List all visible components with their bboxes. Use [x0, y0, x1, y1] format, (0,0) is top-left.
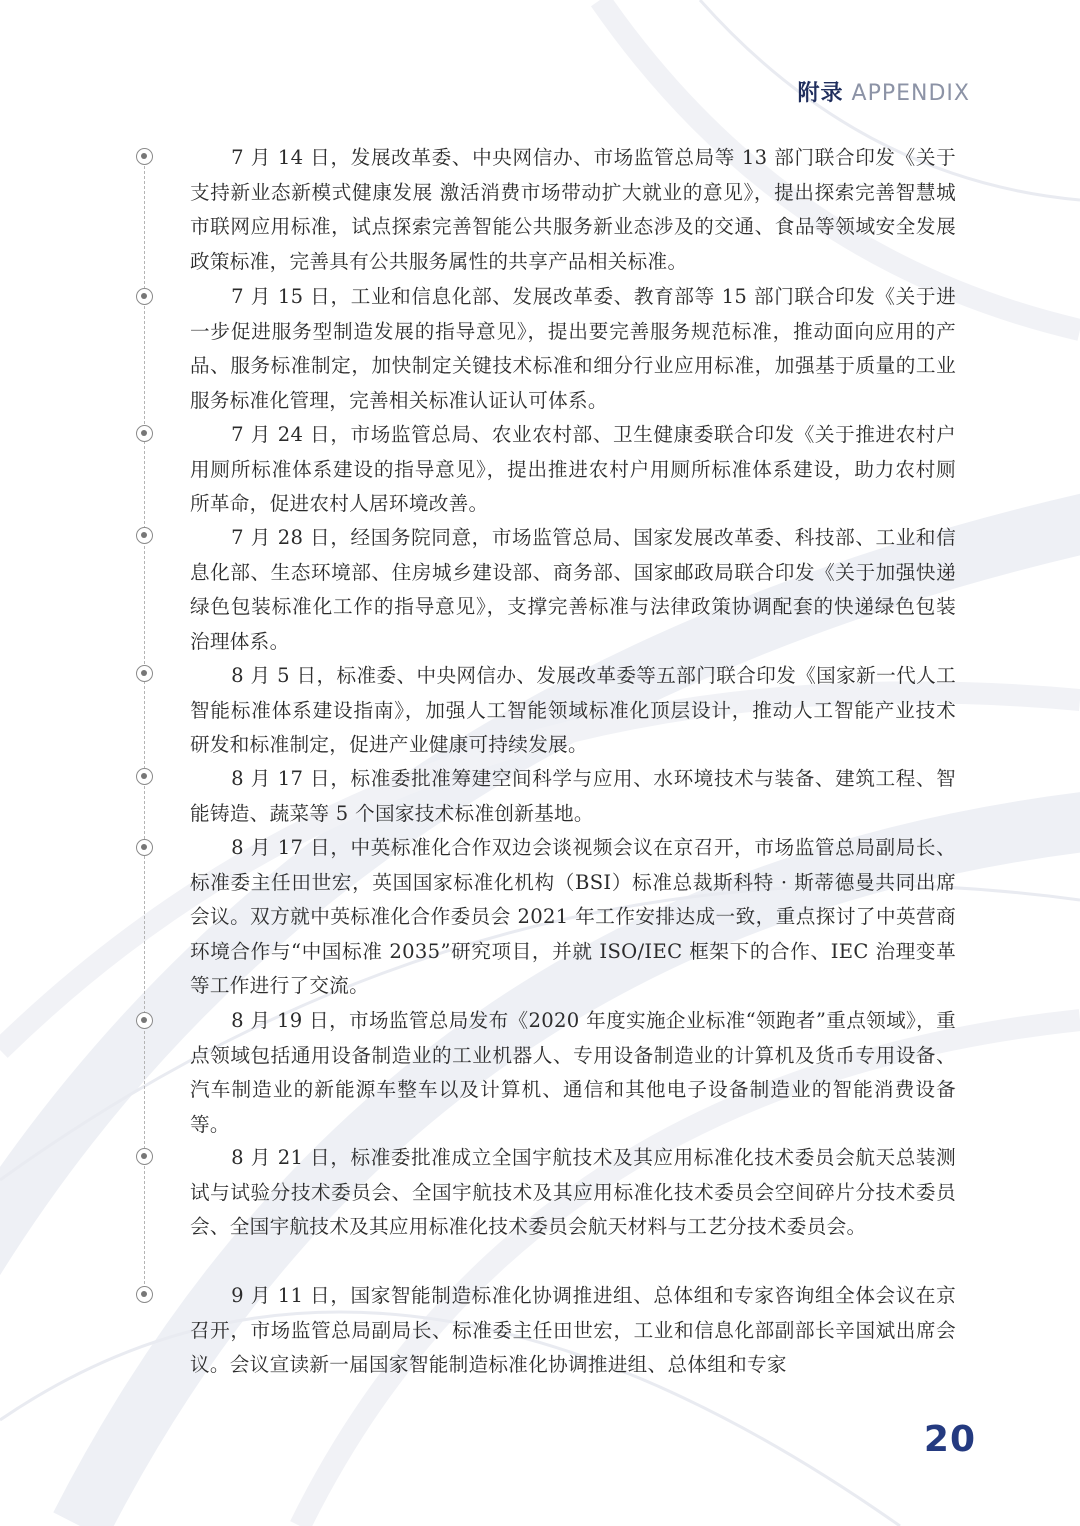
timeline-entry: 7 月 28 日，经国务院同意，市场监管总局、国家发展改革委、科技部、工业和信息化部、生态环境部、住房城乡建设部、商务部、国家邮政局联合印发《关于加强快递绿色包装标准化工作的指导意见》，支撑完善标准与法律政策协调配套的快递绿色包装治理体系。: [190, 526, 956, 653]
timeline-entry: 7 月 14 日，发展改革委、中央网信办、市场监管总局等 13 部门联合印发《关于支持新业态新模式健康发展 激活消费市场带动扩大就业的意见》，提出探索完善智慧城市联网应用标准，试点探索完善智能公共服务新业态涉及的交通、食品等领域安全发展政策标准，完善具有公共服务属性的共享产品相关标准。: [190, 146, 956, 273]
section-title-en: APPENDIX: [851, 81, 970, 106]
timeline-dot-icon: [136, 1286, 153, 1303]
timeline-dot-icon: [136, 527, 153, 544]
timeline-dot-icon: [136, 768, 153, 785]
timeline-dot-icon: [136, 1148, 153, 1165]
timeline-dot-icon: [136, 148, 153, 165]
timeline-entry: 8 月 17 日，中英标准化合作双边会谈视频会议在京召开，市场监管总局副局长、标准委主任田世宏，英国国家标准化机构（BSI）标准总裁斯科特 · 斯蒂德曼共同出席会议。双方就中英标准化合作委员会 2021 年工作安排达成一致，重点探讨了中英营商环境合作与“中国标准 2035”研究项目，并就 ISO/IEC 框架下的合作、IEC 治理变革等工作进行了交流。: [190, 836, 956, 997]
timeline-entry: 7 月 15 日，工业和信息化部、发展改革委、教育部等 15 部门联合印发《关于进一步促进服务型制造发展的指导意见》，提出要完善服务规范标准，推动面向应用的产品、服务标准制定，加快制定关键技术标准和细分行业应用标准，加强基于质量的工业服务标准化管理，完善相关标准认证认可体系。: [190, 285, 956, 412]
timeline-line: [144, 156, 145, 1294]
timeline-dot-icon: [136, 665, 153, 682]
timeline-entry: 9 月 11 日，国家智能制造标准化协调推进组、总体组和专家咨询组全体会议在京召开，市场监管总局副局长、标准委主任田世宏，工业和信息化部副部长辛国斌出席会议。会议宣读新一届国家智能制造标准化协调推进组、总体组和专家: [190, 1284, 956, 1376]
timeline-entry: 8 月 5 日，标准委、中央网信办、发展改革委等五部门联合印发《国家新一代人工智能标准体系建设指南》，加强人工智能领域标准化顶层设计，推动人工智能产业技术研发和标准制定，促进产业健康可持续发展。: [190, 664, 956, 756]
timeline-entry: 7 月 24 日，市场监管总局、农业农村部、卫生健康委联合印发《关于推进农村户用厕所标准体系建设的指导意见》，提出推进农村户用厕所标准体系建设，助力农村厕所革命，促进农村人居环境改善。: [190, 423, 956, 515]
section-header: [798, 76, 970, 107]
timeline-dot-icon: [136, 1012, 153, 1029]
timeline-entry: 8 月 17 日，标准委批准筹建空间科学与应用、水环境技术与装备、建筑工程、智能铸造、蔬菜等 5 个国家技术标准创新基地。: [190, 767, 956, 825]
timeline-dot-icon: [136, 839, 153, 856]
timeline-entry: 8 月 21 日，标准委批准成立全国宇航技术及其应用标准化技术委员会航天总装测试与试验分技术委员会、全国宇航技术及其应用标准化技术委员会空间碎片分技术委员会、全国宇航技术及其应用标准化技术委员会航天材料与工艺分技术委员会。: [190, 1146, 956, 1238]
section-title-cn: 附录: [797, 81, 844, 106]
timeline-dot-icon: [136, 425, 153, 442]
timeline-dot-icon: [136, 288, 153, 305]
page-number: 20: [923, 1419, 976, 1460]
timeline-entry: 8 月 19 日，市场监管总局发布《2020 年度实施企业标准“领跑者”重点领域》，重点领域包括通用设备制造业的工业机器人、专用设备制造业的计算机及货币专用设备、汽车制造业的新能源车整车以及计算机、通信和其他电子设备制造业的智能消费设备等。: [190, 1009, 956, 1136]
